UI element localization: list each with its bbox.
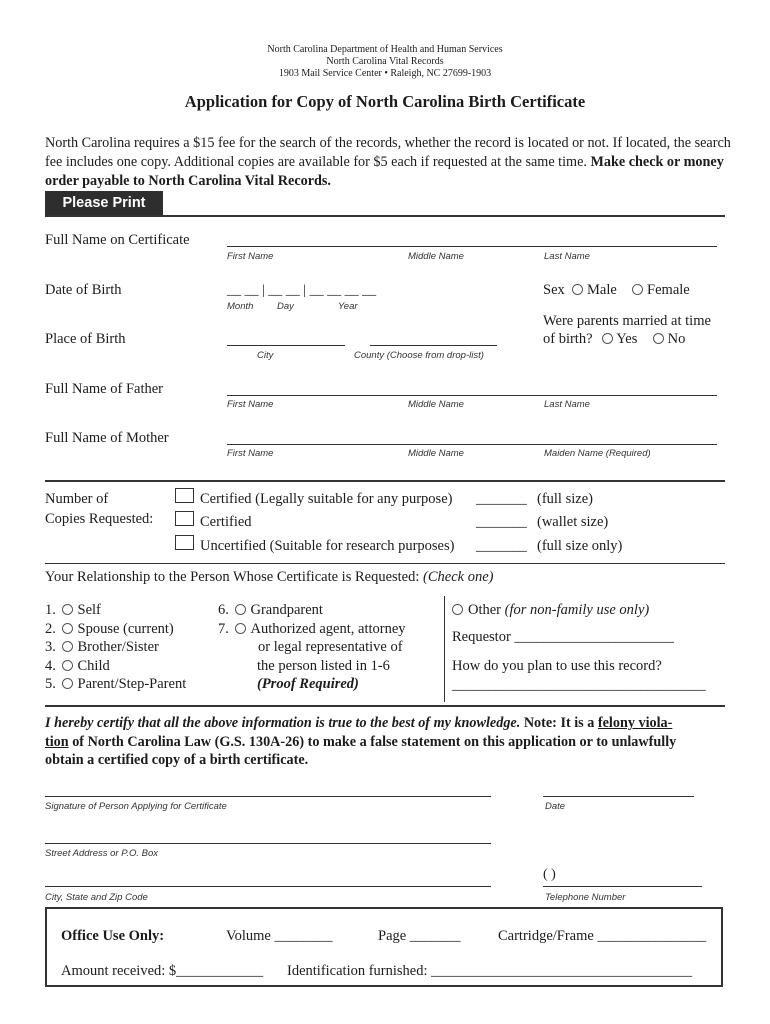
option-label: Parent/Step-Parent — [77, 676, 187, 692]
page-title: Application for Copy of North Carolina Birth Certificate — [184, 92, 586, 111]
other-label: Other — [468, 602, 505, 618]
office-identification-field[interactable]: Identification furnished: ____________________________________ — [287, 963, 693, 979]
father-last-caption: Last Name — [544, 399, 590, 410]
relationship-option-agent[interactable] — [218, 620, 406, 639]
section-divider-copies — [45, 480, 725, 482]
header-line-2: North Carolina Vital Records — [326, 56, 444, 67]
father-name-field[interactable] — [227, 395, 717, 396]
dob-day-caption: Day — [277, 301, 294, 312]
office-amount-field[interactable]: Amount received: $____________ — [61, 963, 264, 979]
section-divider-certify — [45, 705, 725, 707]
certify-felony-2: tion — [45, 733, 69, 750]
full-name-label: Full Name on Certificate — [45, 232, 190, 248]
other-italic-label: (for non-family use only) — [504, 602, 650, 618]
uncertified-qty-field[interactable]: _______ — [476, 538, 527, 554]
parents-married-question: Were parents married at time — [543, 313, 711, 329]
copies-label-1: Number of — [45, 491, 109, 507]
dob-month-caption: Month — [227, 301, 254, 312]
option-label: Self — [77, 602, 101, 618]
signature-caption: Signature of Person Applying for Certificate — [45, 801, 227, 812]
father-first-caption: First Name — [227, 399, 274, 410]
full-name-field[interactable] — [227, 246, 717, 247]
requestor-field[interactable]: Requestor ______________________ — [452, 629, 674, 645]
birth-county-caption: County (Choose from drop-list) — [354, 350, 484, 361]
relationship-option-self[interactable] — [45, 601, 186, 620]
option-number: 4. — [45, 657, 56, 674]
option-label: Child — [77, 657, 110, 674]
option-label: Authorized agent, attorney — [250, 620, 406, 637]
telephone-caption: Telephone Number — [545, 892, 626, 903]
date-field[interactable] — [543, 796, 694, 797]
phone-area-code[interactable]: ( ) — [543, 867, 556, 882]
intro-bold-text: Make check or money order payable to North Carolina Vital Records. — [45, 154, 724, 189]
relationship-prompt — [45, 569, 493, 586]
record-use-question: How do you plan to use this record? — [452, 658, 662, 674]
relationship-option-sibling[interactable] — [45, 638, 186, 657]
intro-text: North Carolina requires a $15 fee for the search of the records, whether the record is located or not. If located, the search fee includes one copy. Additional copies are available for $5 each if requested at the same time. — [45, 135, 731, 170]
agent-line-3: the person listed in 1-6 — [257, 657, 390, 674]
certify-italic: I hereby certify that all the above information is true to the best of my knowledge. — [45, 715, 521, 731]
relationship-prompt-italic: (Check one) — [423, 569, 494, 585]
certify-line-3: obtain a certified copy of a birth certificate. — [45, 752, 309, 768]
birth-city-field[interactable] — [227, 345, 345, 346]
married-yes-radio[interactable] — [602, 333, 613, 344]
father-middle-caption: Middle Name — [408, 399, 464, 410]
certify-note: Note: It is a — [520, 715, 598, 731]
mother-middle-caption: Middle Name — [408, 448, 464, 459]
full-name-middle-caption: Middle Name — [408, 251, 464, 262]
agent-radio[interactable] — [235, 623, 246, 634]
parents-married-q2: of birth? — [543, 331, 593, 347]
uncertified-checkbox[interactable] — [175, 535, 194, 550]
sex-female-label: Female — [647, 282, 690, 298]
certified-wallet-checkbox[interactable] — [175, 511, 194, 526]
father-name-label: Full Name of Father — [45, 381, 163, 397]
option-number: 5. — [45, 676, 56, 692]
sex-male-radio[interactable] — [572, 284, 583, 295]
record-use-field[interactable]: ___________________________________ — [452, 677, 706, 693]
signature-field[interactable] — [45, 796, 491, 797]
mother-name-label: Full Name of Mother — [45, 430, 169, 446]
parent-radio[interactable] — [62, 678, 73, 689]
street-address-caption: Street Address or P.O. Box — [45, 848, 158, 859]
full-name-last-caption: Last Name — [544, 251, 590, 262]
option-label: Brother/Sister — [77, 639, 159, 655]
certified-wallet-label: Certified — [200, 514, 252, 530]
birth-county-field[interactable] — [370, 345, 497, 346]
sibling-radio[interactable] — [62, 641, 73, 652]
place-of-birth-label: Place of Birth — [45, 331, 126, 347]
option-number: 6. — [218, 602, 229, 618]
parents-married-group — [543, 331, 685, 348]
uncertified-label: Uncertified (Suitable for research purposes) — [200, 538, 455, 554]
please-print-banner: Please Print — [45, 191, 163, 216]
intro-paragraph — [45, 134, 735, 191]
section-divider-top — [45, 215, 725, 217]
certified-full-label: Certified (Legally suitable for any purpose) — [200, 491, 453, 507]
certified-full-size-label: (full size) — [537, 491, 593, 507]
header-line-3: 1903 Mail Service Center • Raleigh, NC 27699-1903 — [278, 68, 492, 79]
sex-group — [543, 282, 690, 299]
agent-proof-required: (Proof Required) — [257, 676, 359, 692]
mother-first-caption: First Name — [227, 448, 274, 459]
mother-maiden-caption: Maiden Name (Required) — [544, 448, 651, 459]
option-label: Grandparent — [250, 602, 323, 618]
dob-field[interactable]: __ __ | __ __ | __ __ __ __ — [227, 283, 377, 298]
relationship-prompt-text: Your Relationship to the Person Whose Certificate is Requested: — [45, 569, 424, 585]
relationship-option-parent[interactable] — [45, 675, 186, 694]
city-state-zip-caption: City, State and Zip Code — [45, 892, 148, 903]
relationship-option-child[interactable] — [45, 657, 186, 676]
married-no-radio[interactable] — [653, 333, 664, 344]
grandparent-radio[interactable] — [235, 604, 246, 615]
section-divider-relationship — [45, 563, 725, 564]
spouse-radio[interactable] — [62, 623, 73, 634]
certified-wallet-size-label: (wallet size) — [537, 514, 609, 530]
certify-felony: felony viola- — [597, 715, 673, 731]
option-number: 2. — [45, 620, 56, 637]
mother-name-field[interactable] — [227, 444, 717, 445]
child-radio[interactable] — [62, 660, 73, 671]
birth-city-caption: City — [257, 350, 274, 361]
option-label: Spouse (current) — [77, 620, 174, 637]
certified-wallet-qty-field[interactable]: _______ — [476, 514, 527, 530]
relationship-option-grandparent[interactable] — [218, 601, 406, 620]
self-radio[interactable] — [62, 604, 73, 615]
option-number: 1. — [45, 602, 56, 618]
agent-line-2: or legal representative of — [258, 639, 403, 655]
uncertified-size-label: (full size only) — [537, 538, 623, 554]
office-cartridge-field[interactable]: Cartridge/Frame _______________ — [498, 928, 707, 944]
date-caption: Date — [545, 801, 566, 812]
city-state-zip-field[interactable] — [45, 886, 491, 887]
certified-full-qty-field[interactable]: _______ — [476, 491, 527, 507]
street-address-field[interactable] — [45, 843, 491, 844]
office-volume-field[interactable]: Volume ________ — [226, 928, 333, 944]
office-use-label: Office Use Only: — [61, 928, 165, 944]
relationship-option-other[interactable] — [452, 601, 649, 620]
relationship-col-2 — [218, 601, 406, 694]
office-page-field[interactable]: Page _______ — [378, 928, 461, 944]
certify-law: of North Carolina Law (G.S. 130A-26) to make a false statement on this application or to unlawfully — [68, 733, 677, 750]
sex-label: Sex — [543, 282, 565, 298]
option-number: 7. — [218, 620, 229, 637]
telephone-field[interactable] — [543, 886, 702, 887]
certified-full-checkbox[interactable] — [175, 488, 194, 503]
dob-label: Date of Birth — [45, 282, 122, 298]
married-yes-label: Yes — [616, 331, 638, 347]
relationship-option-spouse[interactable] — [45, 620, 186, 639]
other-radio[interactable] — [452, 604, 463, 615]
relationship-col-1 — [45, 601, 186, 694]
sex-female-radio[interactable] — [632, 284, 643, 295]
option-number: 3. — [45, 639, 56, 655]
married-no-label: No — [667, 331, 686, 347]
full-name-first-caption: First Name — [227, 251, 274, 262]
header-line-1: North Carolina Department of Health and Human Services — [267, 44, 503, 55]
certification-statement — [45, 714, 676, 770]
copies-label-2: Copies Requested: — [45, 511, 154, 527]
sex-male-label: Male — [587, 282, 617, 298]
relationship-column-divider — [444, 596, 445, 702]
dob-year-caption: Year — [338, 301, 358, 312]
